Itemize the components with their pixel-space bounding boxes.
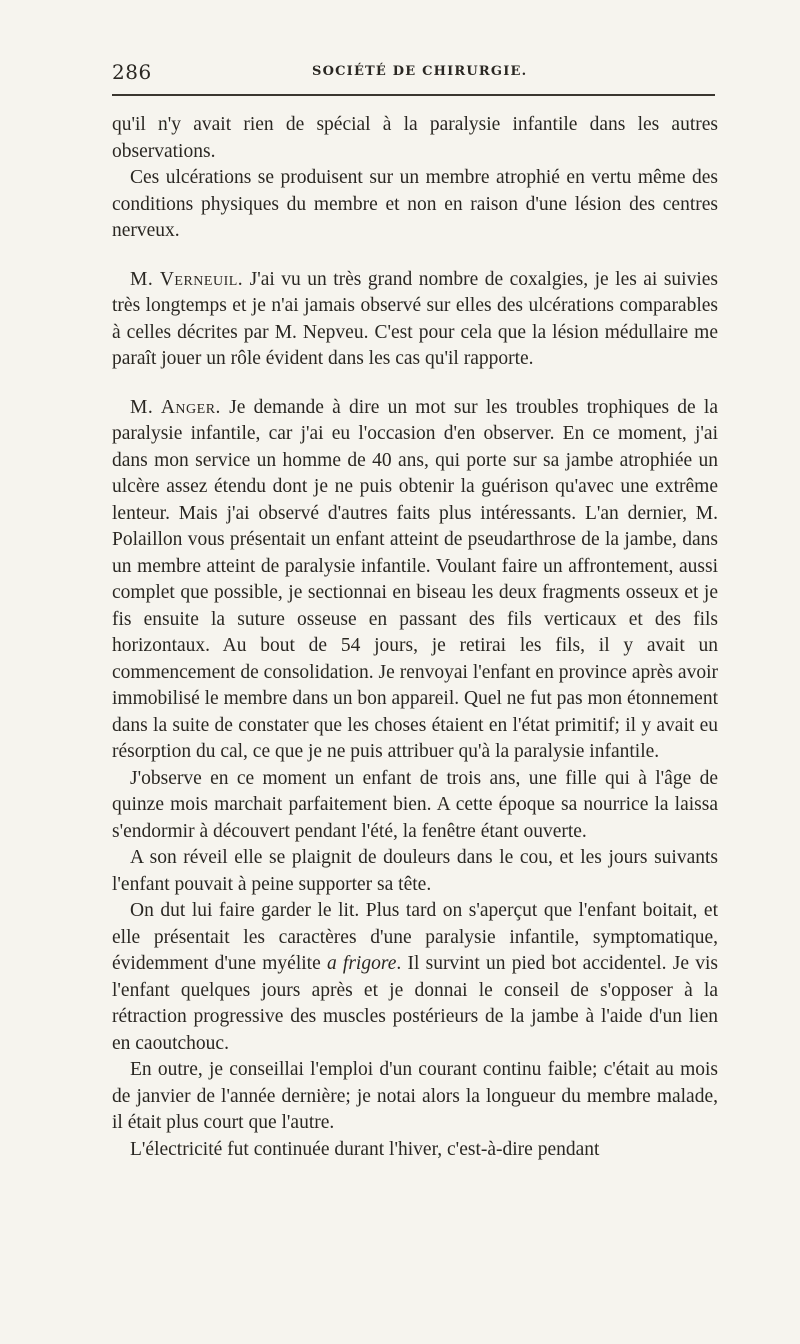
paragraph-treatment: En outre, je conseillai l'emploi d'un courant continu faible; c'était au mois de janvier de l'année dernière; je notai alors la longueur du membre malade, il était plus court que l'autre. xyxy=(112,1059,718,1133)
paragraph-verneuil-text: J'ai vu un très grand nombre de coxalgies, je les ai suivies très longtemps et je n'ai jamais observé sur elles des ulcérations comparables à celles décrites par M. Nepveu. C'est pour cela que la lésion médullaire me paraît jouer un rôle évident dans les cas qu'il rapporte. xyxy=(112,268,718,369)
speaker-anger: M. Anger. xyxy=(130,396,221,418)
paragraph-paralysis-text-b: . Il survint un pied bot accidentel. Je vis l'enfant quelques jours après et je donnai le conseil de s'opposer à la rétraction progressive des muscles postérieurs de la jambe à l'aide d'un lien en caoutchouc. xyxy=(112,953,718,1054)
speaker-verneuil: M. Verneuil. xyxy=(130,268,244,290)
page-number: 286 xyxy=(112,60,152,84)
header-rule xyxy=(112,94,715,96)
page-header xyxy=(112,60,715,86)
paragraph-paralysis-text-a: On dut lui faire garder le lit. Plus tard on s'aperçut que l'enfant boitait, et elle présentait les caractères d'une paralysie infantile, symptomatique, évidemment d'une myélite xyxy=(112,900,718,974)
paragraph-electricity: L'électricité fut continuée durant l'hiver, c'est-à-dire pendant xyxy=(130,1138,600,1160)
paragraph-child-case: J'observe en ce moment un enfant de trois ans, une fille qui à l'âge de quinze mois marchait parfaitement bien. A cette époque sa nourrice la laissa s'endormir à découvert pendant l'été, la fenêtre étant ouverte. xyxy=(112,767,718,842)
running-head: SOCIÉTÉ DE CHIRURGIE. xyxy=(312,64,528,79)
page-body xyxy=(112,112,718,1163)
paragraph-awakening: A son réveil elle se plaignit de douleurs dans le cou, et les jours suivants l'enfant pouvait à peine supporter sa tête. xyxy=(112,847,718,895)
paragraph-anger-text: Je demande à dire un mot sur les troubles trophiques de la paralysie infantile, car j'ai eu l'occasion d'en observer. En ce moment, j'ai dans mon service un homme de 40 ans, qui porte sur sa jambe atrophiée un ulcère assez étendu dont je ne puis obtenir la guérison qu'avec une extrême lenteur. Mais j'ai observé d'autres faits plus intéressants. L'an dernier, M. Polaillon vous présentait un enfant atteint de pseudarthrose de la jambe, dans un membre atteint de paralysie infantile. Voulant faire un affrontement, aussi complet que possible, je sectionnai en biseau les deux fragments osseux et je fis ensuite la suture osseuse en passant des fils verticaux et des fils horizontaux. Au bout de 54 jours, je retirai les fils, il y avait un commencement de consolidation. Je renvoyai l'enfant en province après avoir immobilisé le membre dans un bon appareil. Quel ne fut pas mon étonnement dans la suite de constater que les choses étaient en l'état primitif; il y avait eu résorption du cal, ce que je ne puis attribuer qu'à la paralysie infantile. xyxy=(112,396,718,762)
paragraph-paralysis xyxy=(112,898,718,1057)
paragraph-verneuil xyxy=(112,267,718,373)
latin-term: a frigore xyxy=(326,953,397,974)
paragraph-ulcerations: Ces ulcérations se produisent sur un membre atrophié en vertu même des conditions physiques du membre et non en raison d'une lésion des centres nerveux. xyxy=(112,167,718,241)
paragraph-anger xyxy=(112,395,718,766)
paragraph-continuation: qu'il n'y avait rien de spécial à la paralysie infantile dans les autres observations. xyxy=(112,114,718,162)
